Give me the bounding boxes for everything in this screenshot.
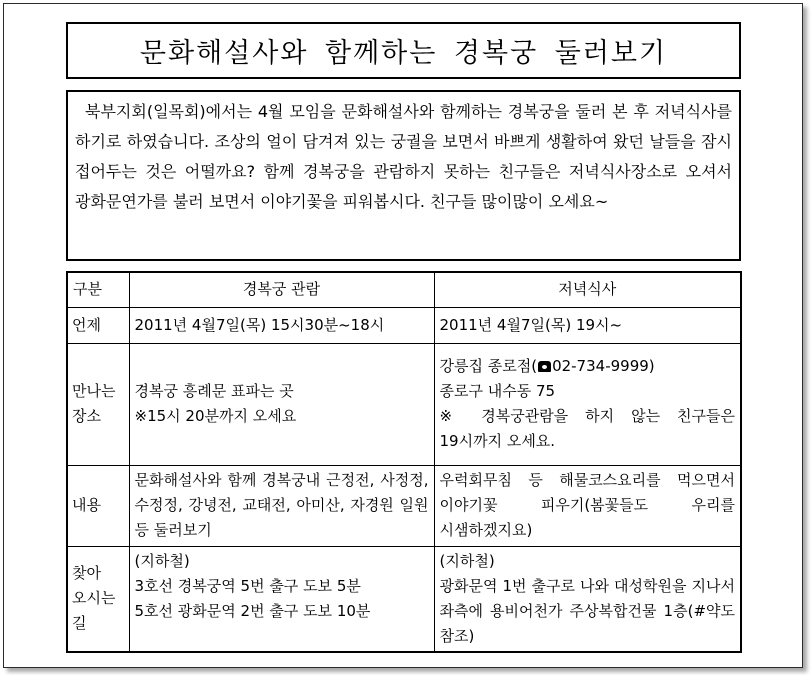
row-label-directions-line1: 찾아 [72, 564, 101, 582]
row-label-directions-line3: 길 [72, 614, 87, 632]
tour-directions-line2: 3호선 경복궁역 5번 출구 도보 5분 [134, 576, 361, 595]
row-label-place-line1: 만나는 [72, 382, 116, 400]
table-row-content [67, 465, 741, 546]
header-category: 구분 [67, 272, 129, 307]
dinner-phone: 02-734-9999) [552, 357, 655, 375]
table-row-when [67, 307, 741, 343]
intro-paragraph [66, 90, 741, 261]
tour-place-line2: ※15시 20분까지 오세요 [134, 407, 297, 425]
row-label-when: 언제 [67, 307, 129, 343]
row-label-place [67, 343, 129, 465]
dinner-restaurant-line [440, 354, 736, 379]
header-dinner: 저녁식사 [434, 272, 741, 307]
row-label-place-line2: 장소 [72, 407, 101, 425]
dinner-directions-heading: (지하철) [439, 551, 495, 570]
tour-place-line1: 경복궁 흥례문 표파는 곳 [134, 382, 294, 400]
dinner-directions [434, 546, 741, 652]
table-row-directions [67, 546, 741, 652]
intro-text: 북부지회(일목회)에서는 4월 모임을 문화해설사와 함께하는 경복궁을 둘러 본 후 저녁식사를 하기로 하였습니다. 조상의 얼이 담겨져 있는 궁궐을 보면서 바쁘게 생활하여 왔던 날들을 잠시 접어두는 것은 어떨까요? 함께 경복궁을 관람하지 못하는 친구들은 저녁식사장소로 오셔서 광화문연가를 불러 보면서 이야기꽃을 피워봅시다. 친구들 많이많이 오세요~ [75, 102, 732, 211]
tour-when: 2011년 4월7일(목) 15시30분~18시 [129, 307, 434, 343]
header-tour: 경복궁 관람 [129, 272, 434, 307]
tour-directions-line3: 5호선 광화문역 2번 출구 도보 10분 [134, 601, 371, 620]
dinner-address: 종로구 내수동 75 [439, 382, 556, 400]
tour-content: 문화해설사와 함께 경복궁내 근정전, 사정정, 수정정, 강녕전, 교태전, 아미산, 자경원 일원 등 둘러보기 [129, 465, 434, 546]
dinner-place [434, 343, 741, 465]
dinner-note: ※ 경복궁관람을 하지 않는 친구들은 19시까지 오세요. [439, 407, 735, 450]
dinner-content: 우럭회무침 등 해물코스요리를 먹으면서 이야기꽃 피우기(봄꽃들도 우리를 시샘하겠지요) [434, 465, 741, 546]
row-label-directions [67, 546, 129, 652]
table-row-place [67, 343, 741, 465]
row-label-content: 내용 [67, 465, 129, 546]
title-text: 문화해설사와 함께하는 경복궁 둘러보기 [139, 38, 668, 69]
tour-directions-line1: (지하철) [134, 551, 190, 570]
dinner-when: 2011년 4월7일(목) 19시~ [434, 307, 741, 343]
tour-place [129, 343, 434, 465]
page-title [66, 22, 741, 79]
dinner-restaurant: 강릉집 종로점( [439, 357, 538, 375]
row-label-directions-line2: 오시는 [72, 589, 116, 607]
telephone-icon [538, 361, 551, 372]
dinner-directions-text: 광화문역 1번 출구로 나와 대성학원을 지나서 좌측에 용비어천가 주상복합건물 1층(#약도 참조) [439, 576, 735, 645]
table-header-row [67, 272, 741, 307]
tour-directions [129, 546, 434, 652]
info-table [66, 271, 742, 653]
